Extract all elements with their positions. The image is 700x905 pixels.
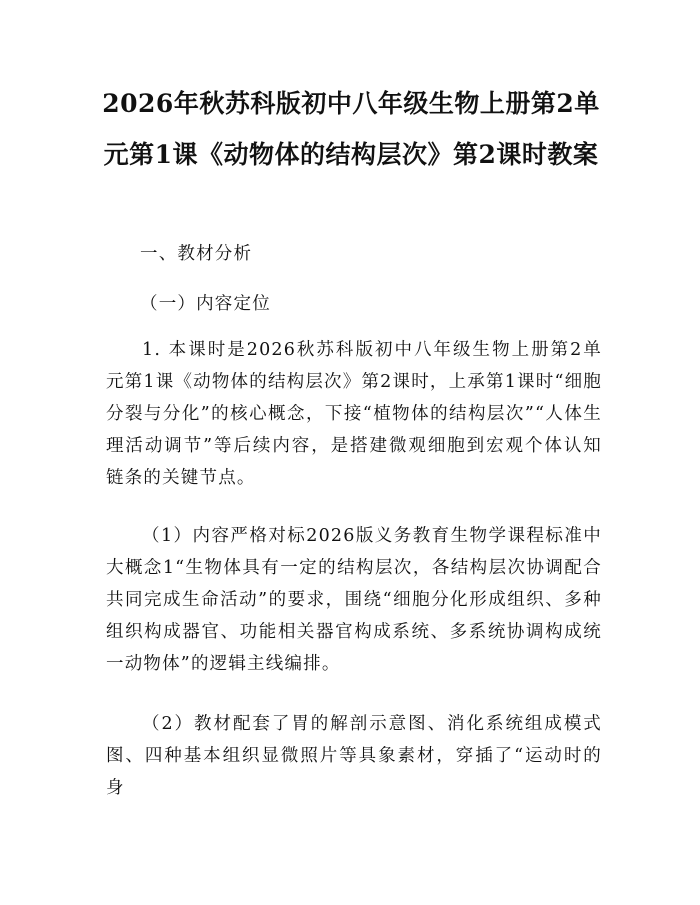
- paragraph-3: （2）教材配套了胃的解剖示意图、消化系统组成模式图、四种基本组织显微照片等具象素材，穿插了“运动时的身: [106, 714, 602, 798]
- paragraph-2: （1）内容严格对标2026版义务教育生物学课程标准中大概念1“生物体具有一定的结构层次，各结构层次协调配合共同完成生命活动”的要求，围绕“细胞分化形成组织、多种组织构成器官、功能相关器官构成系统、多系统协调构成统一动物体”的逻辑主线编排。: [106, 526, 602, 674]
- subsection-heading: （一）内容定位: [140, 294, 271, 314]
- section-heading: 一、教材分析: [140, 244, 253, 264]
- document-title: 2026年秋苏科版初中八年级生物上册第2单元第1课《动物体的结构层次》第2课时教案: [102, 89, 600, 169]
- paragraph-1: 1. 本课时是2026秋苏科版初中八年级生物上册第2单元第1课《动物体的结构层次》第2课时，上承第1课时“细胞分裂与分化”的核心概念，下接“植物体的结构层次”“人体生理活动调节”等后续内容，是搭建微观细胞到宏观个体认知链条的关键节点。: [106, 340, 602, 488]
